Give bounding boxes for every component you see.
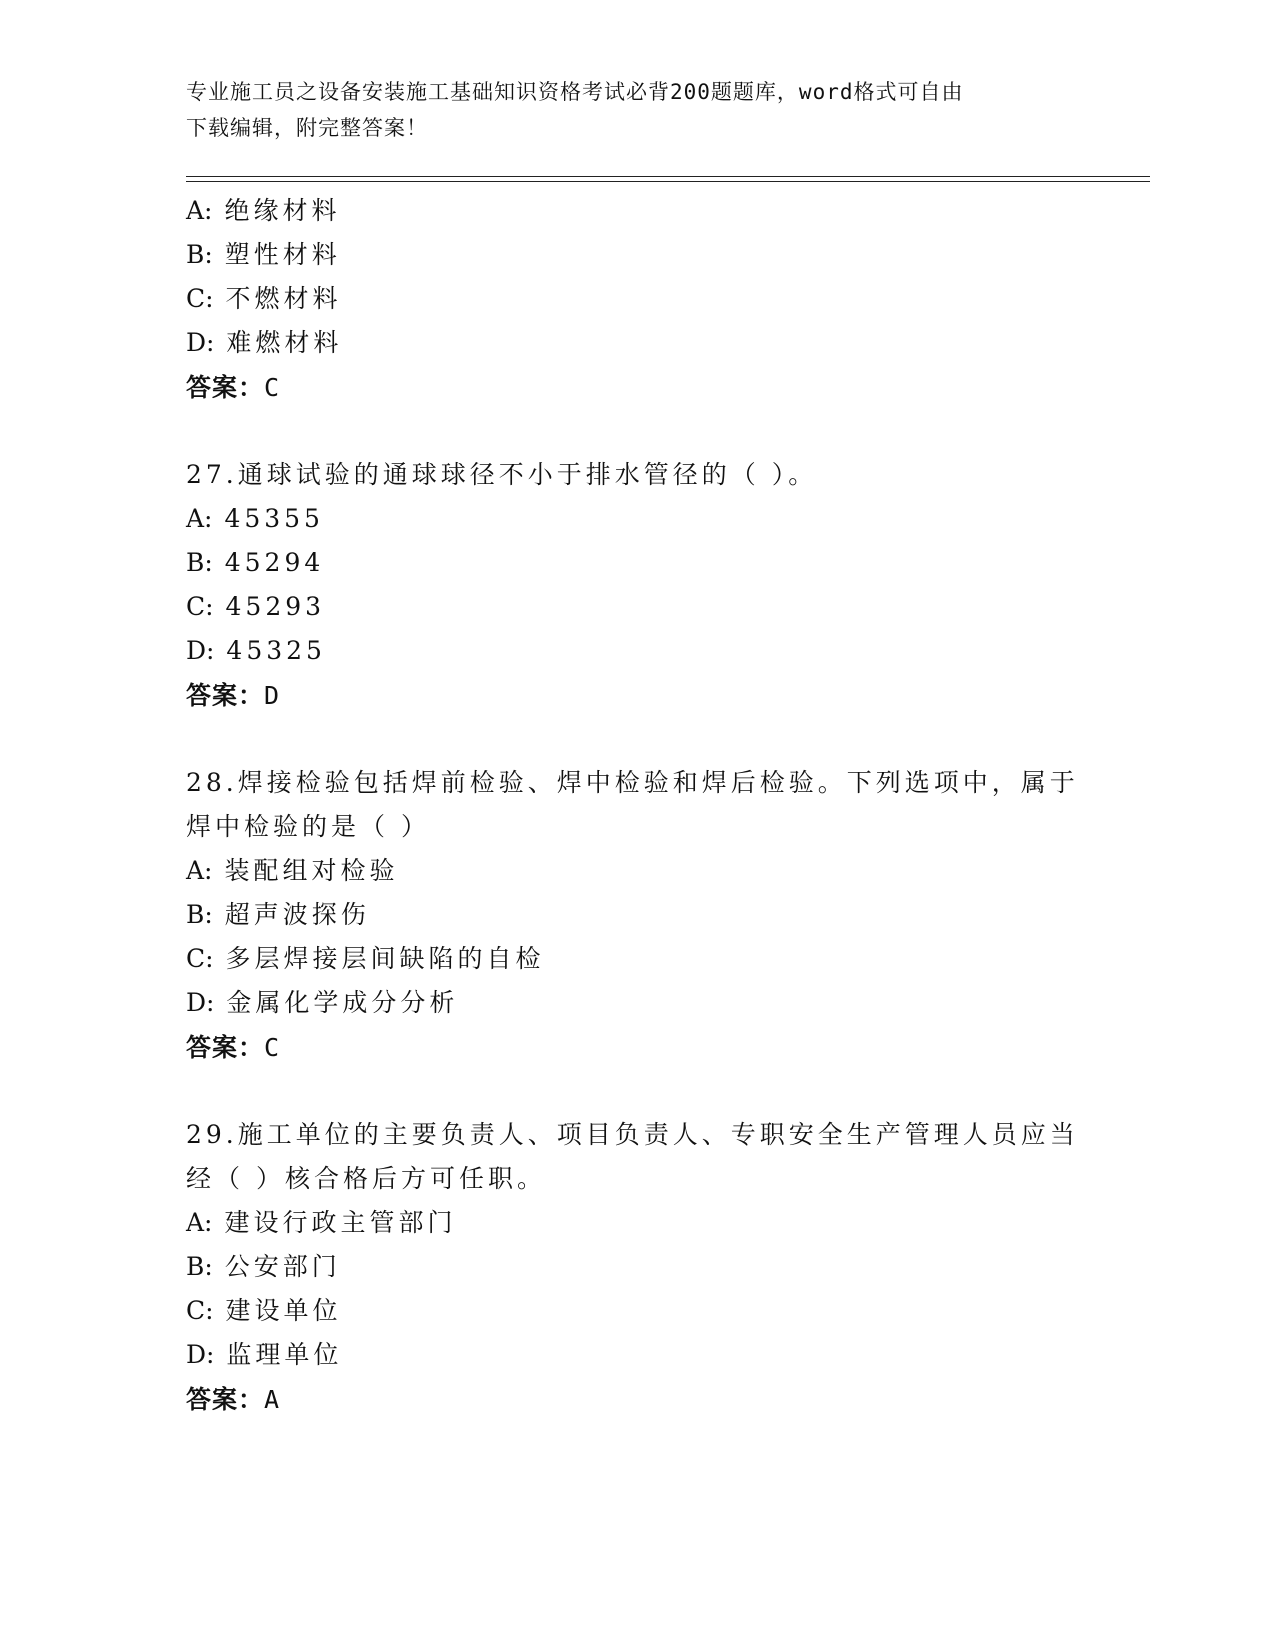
q29-option-d: D: 监理单位 — [186, 1340, 343, 1369]
q28-option-a: A: 装配组对检验 — [186, 856, 399, 885]
q28-answer: 答案：C — [186, 1033, 281, 1062]
document-header — [186, 74, 1066, 146]
q29-option-a: A: 建设行政主管部门 — [186, 1208, 457, 1237]
q29-stem-line-2: 经（ ）核合格后方可任职。 — [186, 1164, 546, 1193]
q28-stem-line-1: 28.焊接检验包括焊前检验、焊中检验和焊后检验。下列选项中，属于 — [186, 768, 1079, 797]
q27-option-a: A: 45355 — [186, 504, 324, 533]
header-line-1: 专业施工员之设备安装施工基础知识资格考试必背200题题库，word格式可自由 — [186, 80, 964, 104]
q28-option-d: D: 金属化学成分分析 — [186, 988, 459, 1017]
q27-option-b: B: 45294 — [186, 548, 325, 577]
header-line-2: 下载编辑，附完整答案！ — [186, 116, 428, 140]
q26-option-d: D: 难燃材料 — [186, 328, 343, 357]
q27-stem: 27.通球试验的通球球径不小于排水管径的（ ）。 — [186, 460, 818, 489]
q26-option-c: C: 不燃材料 — [186, 284, 342, 313]
q28-option-b: B: 超声波探伤 — [186, 900, 370, 929]
q26-option-a: A: 绝缘材料 — [186, 196, 341, 225]
q27-option-c: C: 45293 — [186, 592, 326, 621]
q29-stem-line-1: 29.施工单位的主要负责人、项目负责人、专职安全生产管理人员应当 — [186, 1120, 1079, 1149]
q29-option-b: B: 公安部门 — [186, 1252, 341, 1281]
q29-option-c: C: 建设单位 — [186, 1296, 342, 1325]
q28-stem-line-2: 焊中检验的是（ ） — [186, 812, 430, 841]
q26-answer: 答案：C — [186, 373, 281, 402]
q28-option-c: C: 多层焊接层间缺陷的自检 — [186, 944, 545, 973]
q26-option-b: B: 塑性材料 — [186, 240, 341, 269]
q27-option-d: D: 45325 — [186, 636, 326, 665]
header-divider-bottom — [186, 181, 1150, 182]
q29-answer: 答案：A — [186, 1385, 281, 1414]
header-divider-top — [186, 176, 1150, 177]
q27-answer: 答案：D — [186, 681, 281, 710]
